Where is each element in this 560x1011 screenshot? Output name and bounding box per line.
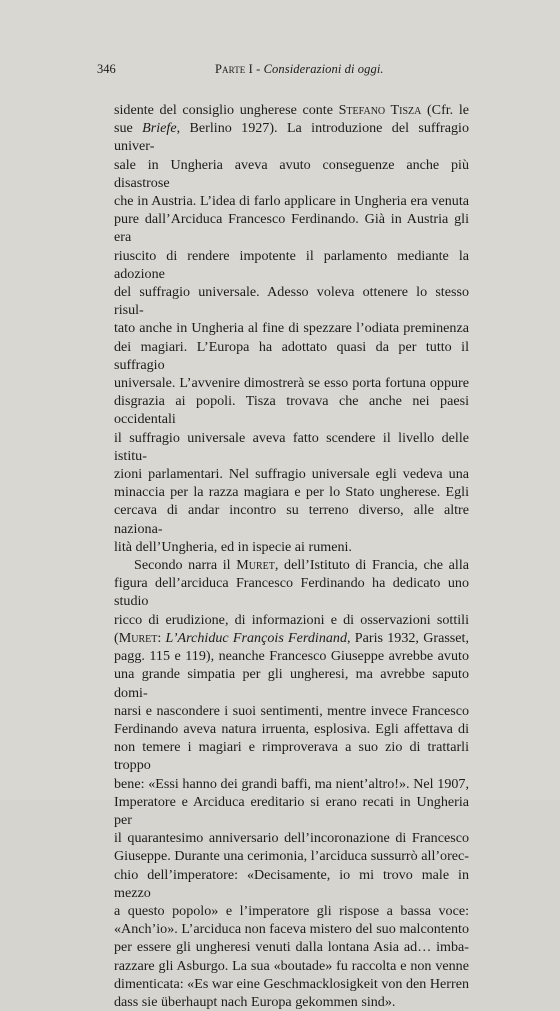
text-line: riuscito di rendere impotente il parlamento mediante la adozione [114, 247, 469, 282]
page-number: 346 [97, 62, 116, 76]
text-line: pagg. 115 e 119), neanche Francesco Giuseppe avrebbe avuto [114, 648, 469, 665]
text-line: una grande simpatia per gli ungheresi, ma avrebbe saputo domi- [114, 666, 469, 701]
title-archiduc: L’Archiduc François Ferdinand [165, 629, 348, 646]
running-head-separator: - [252, 62, 264, 76]
name-muret: Muret [236, 557, 275, 574]
text-line: dei magiari. L’Europa ha adottato quasi da per tutto il suffragio [114, 338, 469, 373]
text-line: disgrazia ai popoli. Tisza trovava che anche nei paesi occidentali [114, 393, 469, 428]
text-line: lità dell’Ungheria, ed in ispecie ai rumeni. [114, 538, 352, 555]
title-briefe: Briefe [142, 120, 177, 137]
running-head [215, 62, 384, 77]
text-line: non temere i magiari e rimproverava a suo zio di trattarli troppo [114, 739, 469, 774]
text-line: Giuseppe. Durante una cerimonia, l’arciduca sussurrò all’orec- [114, 848, 469, 865]
text-line: dimenticata: «Es war eine Geschmacklosigkeit von den Herren [114, 975, 469, 992]
running-head-title: Considerazioni di oggi. [263, 62, 384, 76]
text-line: figura dell’arciduca Francesco Ferdinando ha dedicato uno studio [114, 575, 469, 610]
text-line: cercava di andar incontro su terreno diverso, alle altre naziona- [114, 502, 469, 537]
text-line: Ferdinando aveva natura irruenta, esplosiva. Egli affettava di [114, 720, 469, 737]
text-line: chio dell’imperatore: «Decisamente, io mi trovo male in mezzo [114, 866, 469, 901]
text-line: per essere gli ungheresi venuti dalla lontana Asia ad… imba- [114, 939, 469, 956]
text-line: razzare gli Asburgo. La sua «boutade» fu raccolta e non venne [114, 957, 469, 974]
text-line: sale in Ungheria aveva avuto conseguenze anche più disastrose [114, 156, 469, 191]
text-line: Secondo narra il Muret, dell’Istituto di Francia, che alla [134, 557, 469, 574]
text-line: dass sie überhaupt nach Europa gekommen sind». [114, 993, 396, 1010]
text-line: sidente del consiglio ungherese conte Stefano Tisza (Cfr. le [114, 102, 469, 118]
text-line: zioni parlamentari. Nel suffragio universale egli vedeva una [114, 466, 469, 483]
name-tisza: Stefano Tisza [338, 102, 422, 118]
text-line: del suffragio universale. Adesso voleva ottenere lo stesso risul- [114, 284, 469, 319]
text-line: sue Briefe, Berlino 1927). La introduzione del suffragio univer- [114, 120, 470, 155]
text-line: narsi e nascondere i suoi sentimenti, mentre invece Francesco [114, 702, 469, 719]
text-line: ricco di erudizione, di informazioni e di osservazioni sottili [114, 611, 469, 628]
text-line: pure dall’Arciduca Francesco Ferdinando. Già in Austria gli era [114, 211, 469, 246]
text-line: il quarantesimo anniversario dell’incoronazione di Francesco [114, 830, 469, 847]
body-text [114, 101, 469, 1011]
page-header [97, 62, 469, 80]
paragraph-1 [114, 101, 469, 556]
text-line: universale. L’avvenire dimostrerà se esso porta fortuna oppure [114, 375, 469, 392]
running-head-part: Parte I [215, 62, 253, 76]
text-line: Imperatore e Arciduca ereditario si erano recati in Ungheria per [114, 793, 469, 828]
text-line: «Anch’io». L’arciduca non faceva mistero del suo malcontento [114, 921, 469, 938]
text-line: tato anche in Ungheria al fine di spezzare l’odiata preminenza [114, 320, 469, 337]
text-line: il suffragio universale aveva fatto scendere il livello delle istitu- [114, 429, 469, 464]
text-line: che in Austria. L’idea di farlo applicare in Ungheria era venuta [114, 193, 469, 210]
text-line: (Muret: L’Archiduc François Ferdinand, Paris 1932, Grasset, [114, 629, 469, 646]
paragraph-2 [114, 556, 469, 1011]
text-line: a questo popolo» e l’imperatore gli rispose a bassa voce: [114, 902, 469, 919]
name-muret: Muret [118, 629, 158, 646]
text-line: minaccia per la razza magiara e per lo Stato ungherese. Egli [114, 484, 469, 501]
text-line: bene: «Essi hanno dei grandi baffi, ma nient’altro!». Nel 1907, [114, 775, 469, 792]
